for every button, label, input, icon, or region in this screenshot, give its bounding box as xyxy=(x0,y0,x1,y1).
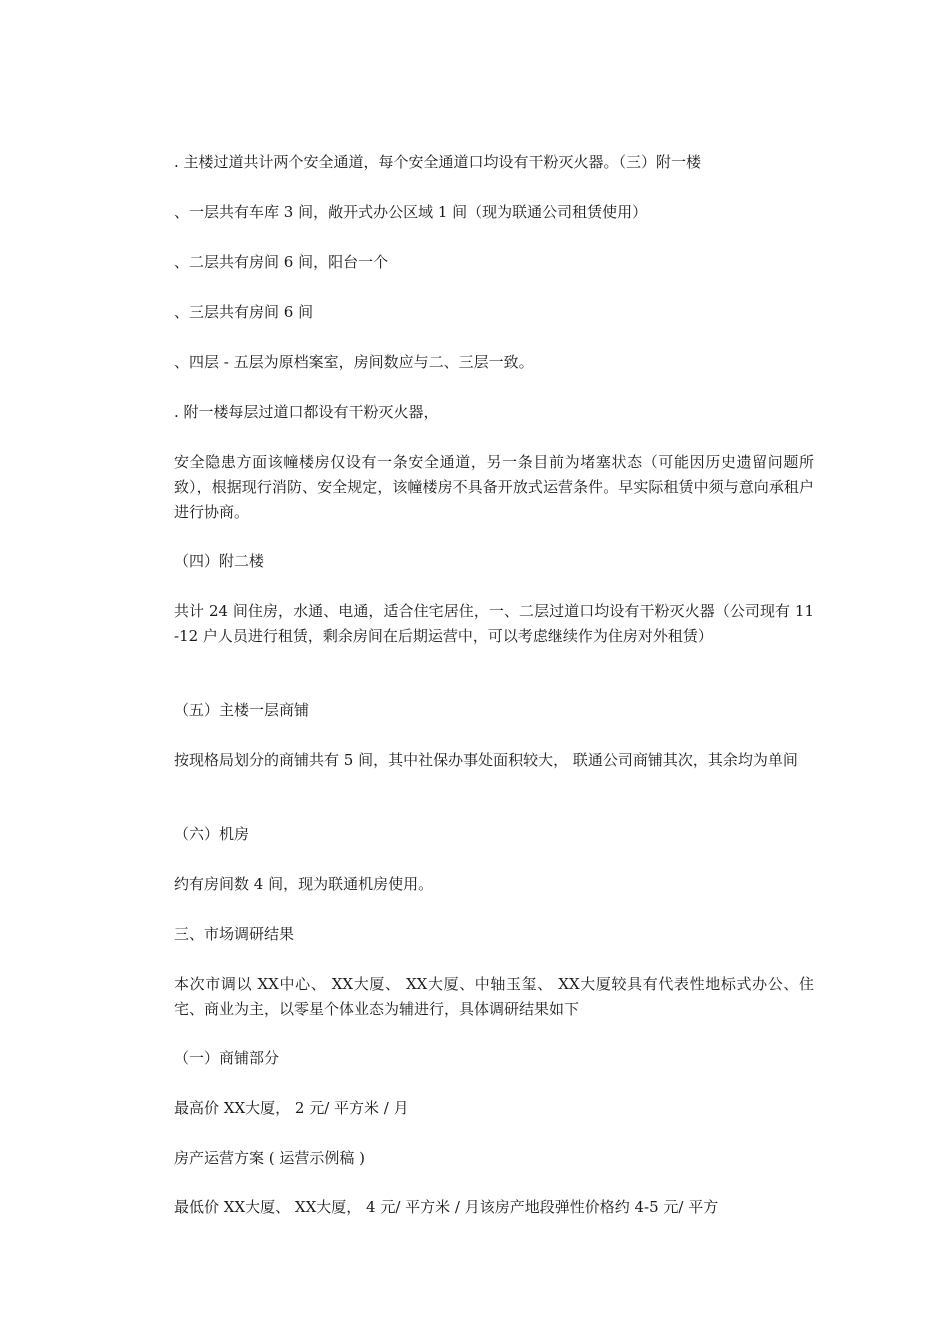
paragraph-lowest-price: 最低价 XX大厦、 XX大厦， 4 元/ 平方米 / 月该房产地段弹性价格约 4-5 元/ 平方 xyxy=(174,1198,719,1216)
paragraph-floor-3: 、三层共有房间 6 间 xyxy=(174,303,314,321)
heading-annex-2: （四）附二楼 xyxy=(174,552,265,570)
paragraph-market-research: 本次市调以 XX中心、 XX大厦、 XX大厦、中轴玉玺、 XX大厦较具有代表性地标式办公、住宅、商业为主，以零星个体业态为辅进行，具体调研结果如下 xyxy=(174,975,814,1018)
paragraph-main-building-exits: . 主楼过道共计两个安全通道，每个安全通道口均设有干粉灭火器。（三）附一楼 xyxy=(174,153,702,171)
paragraph-floor-1: 、一层共有车库 3 间，敞开式办公区域 1 间（现为联通公司租赁使用） xyxy=(174,203,648,221)
heading-market-research: 三、市场调研结果 xyxy=(174,925,295,943)
paragraph-plan-title: 房产运营方案 ( 运营示例稿 ) xyxy=(174,1149,366,1167)
paragraph-floor-2: 、二层共有房间 6 间，阳台一个 xyxy=(174,253,389,271)
paragraph-machine-room: 约有房间数 4 间，现为联通机房使用。 xyxy=(174,875,434,893)
paragraph-highest-price: 最高价 XX大厦， 2 元/ 平方米 / 月 xyxy=(174,1099,409,1117)
heading-machine-room: （六）机房 xyxy=(174,825,250,843)
paragraph-annex-2-housing: 共计 24 间住房，水通、电通，适合住宅居住，一、二层过道口均设有干粉灭火器（公司现有 11-12 户人员进行租赁，剩余房间在后期运营中，可以考虑继续作为住房对外租赁） xyxy=(174,602,814,645)
heading-main-building-shops: （五）主楼一层商铺 xyxy=(174,701,310,719)
paragraph-shops: 按现格局划分的商铺共有 5 间，其中社保办事处面积较大， 联通公司商铺其次，其余均为单间 xyxy=(174,751,798,769)
paragraph-floor-4-5: 、四层 - 五层为原档案室，房间数应与二、三层一致。 xyxy=(174,353,534,371)
paragraph-annex1-extinguishers: . 附一楼每层过道口都设有干粉灭火器， xyxy=(174,403,439,421)
heading-shops-section: （一）商铺部分 xyxy=(174,1049,280,1067)
paragraph-safety-hazards: 安全隐患方面该幢楼房仅设有一条安全通道，另一条目前为堵塞状态（可能因历史遗留问题所致），根据现行消防、安全规定，该幢楼房不具备开放式运营条件。早实际租赁中须与意向承租户进行协商。 xyxy=(174,453,814,521)
